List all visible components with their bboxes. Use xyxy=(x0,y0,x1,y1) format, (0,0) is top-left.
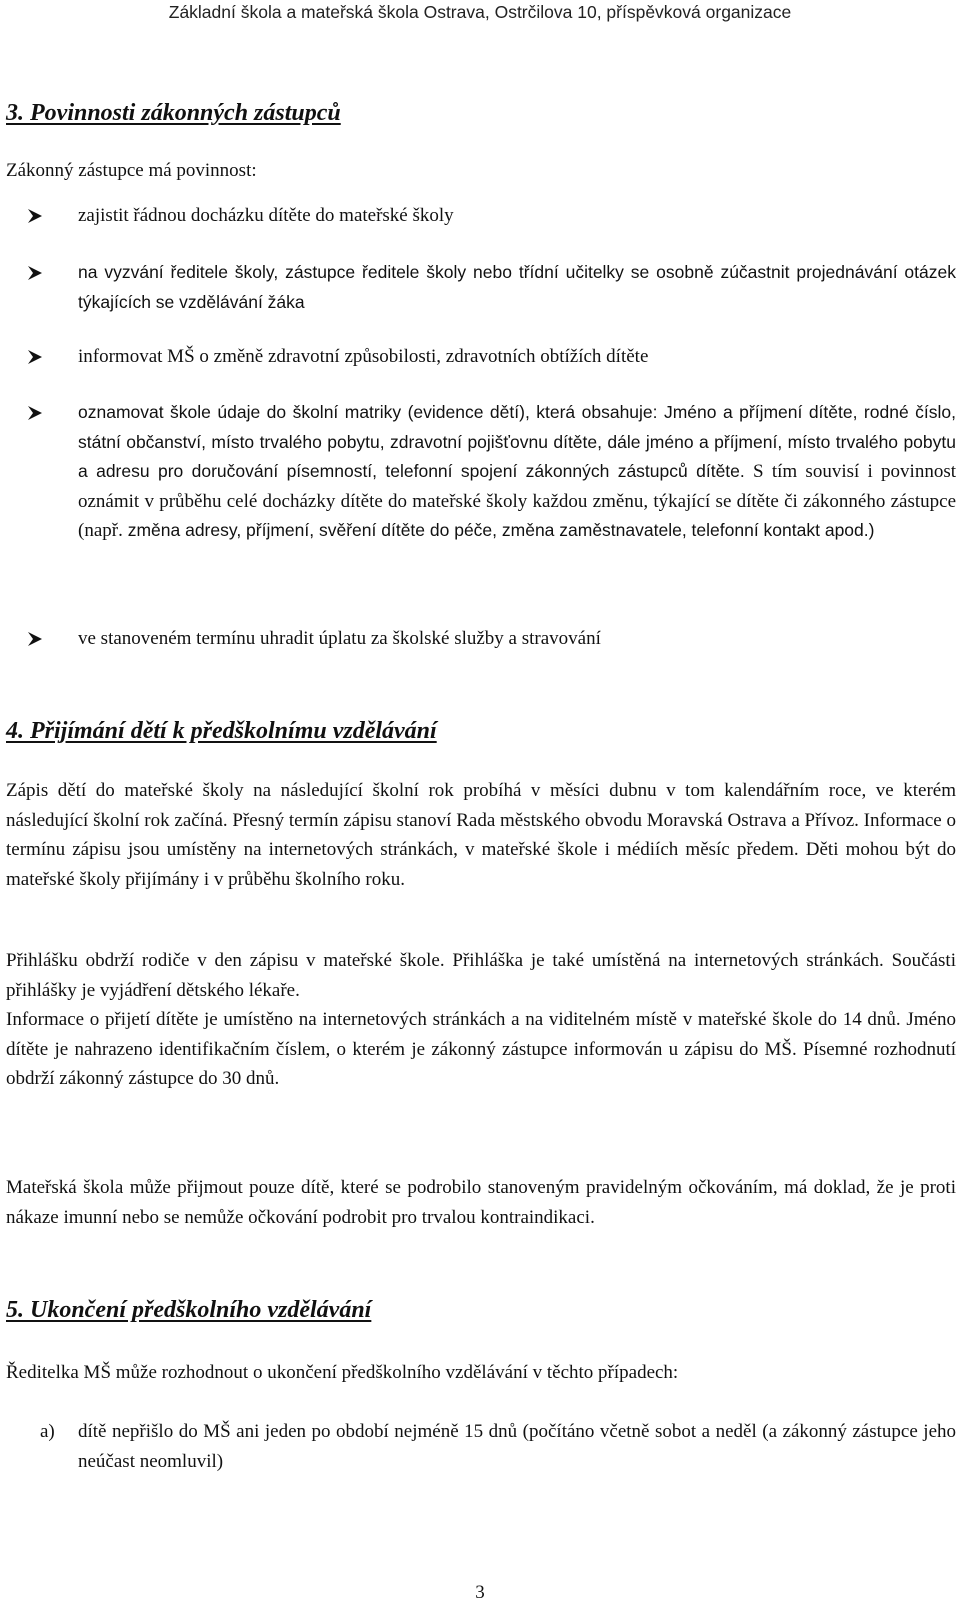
section-5-intro: Ředitelka MŠ může rozhodnout o ukončení předškolního vzdělávání v těchto případech: xyxy=(6,1362,679,1383)
bullet-text: ve stanoveném termínu uhradit úplatu za školské služby a stravování xyxy=(78,628,601,649)
page-number: 3 xyxy=(475,1582,485,1603)
page-header: Základní škola a mateřská škola Ostrava, Ostrčilova 10, příspěvková organizace xyxy=(168,2,792,22)
arrowhead-bullet-icon xyxy=(26,630,44,648)
section-3-heading: 3. Povinnosti zákonných zástupců xyxy=(6,100,341,126)
list-item-text: dítě nepřišlo do MŠ ani jeden po období nejméně 15 dnů (počítáno včetně sobot a neděl (a zákonný zástupce jeho neúčast neomluvil) xyxy=(78,1421,956,1472)
list-item xyxy=(6,342,956,372)
bullet-text: zajistit řádnou docházku dítěte do mateřské školy xyxy=(78,205,454,226)
bullet-text-part: S tím souvisí i povinnost oznámit v průběhu celé docházky dítěte do mateřské školy každou změnu, týkající se dítěte či zákonného zástupce (např. xyxy=(78,461,956,541)
arrowhead-bullet-icon xyxy=(26,207,44,225)
section-4-heading: 4. Přijímání dětí k předškolnímu vzdělávání xyxy=(6,718,437,744)
bullet-text: informovat MŠ o změně zdravotní způsobilosti, zdravotních obtížích dítěte xyxy=(78,346,649,367)
section-4-paragraph: Informace o přijetí dítěte je umístěno na internetových stránkách a na viditelném místě v mateřské škole do 14 dnů. Jméno dítěte je nahrazeno identifikačním číslem, o kterém je zákonný zástupce informován u zápisu do MŠ. Písemné rozhodnutí obdrží zákonný zástupce do 30 dnů. xyxy=(6,1009,956,1089)
list-item xyxy=(6,258,956,317)
arrowhead-bullet-icon xyxy=(26,404,44,422)
list-marker: a) xyxy=(40,1421,55,1442)
section-4-paragraph: Zápis dětí do mateřské školy na následující školní rok probíhá v měsíci dubnu v tom kalendářním roce, ve kterém následující školní rok začíná. Přesný termín zápisu stanoví Rada městského obvodu Moravská Ostrava a Přívoz. Informace o termínu zápisu jsou umístěny na internetových stránkách, v mateřské škole i médiích měsíc předem. Děti mohou být do mateřské školy přijímány i v průběhu školního roku. xyxy=(6,780,956,890)
bullet-text: na vyzvání ředitele školy, zástupce ředitele školy nebo třídní učitelky se osobně zúčastnit projednávání otázek týkajících se vzdělávání žáka xyxy=(78,262,956,312)
bullet-text-part: oznamovat škole údaje do školní matriky (evidence dětí), která obsahuje: Jméno a příjmení dítěte, rodné číslo, státní občanství, místo trvalého pobytu, zdravotní pojišťovnu dítěte, dále jméno a příjmení, místo trvalého pobytu a adresu pro doručování písemností, telefonní spojení zákonných zástupců dítěte. xyxy=(78,402,956,481)
section-3-intro: Zákonný zástupce má povinnost: xyxy=(6,160,257,181)
section-5-heading: 5. Ukončení předškolního vzdělávání xyxy=(6,1297,372,1323)
bullet-text xyxy=(78,398,956,546)
list-item xyxy=(6,201,956,231)
arrowhead-bullet-icon xyxy=(26,348,44,366)
bullet-text-part: změna adresy, příjmení, svěření dítěte do péče, změna zaměstnavatele, telefonní kontakt apod.) xyxy=(122,520,875,540)
list-item xyxy=(6,398,956,546)
section-4-paragraph: Přihlášku obdrží rodiče v den zápisu v mateřské škole. Přihláška je také umístěná na internetových stránkách. Součásti přihlášky je vyjádření dětského lékaře. xyxy=(6,950,956,1001)
section-4-paragraph: Mateřská škola může přijmout pouze dítě, které se podrobilo stanoveným pravidelným očkováním, má doklad, že je proti nákaze imunní nebo se nemůže očkování podrobit pro trvalou kontraindikaci. xyxy=(6,1177,956,1228)
arrowhead-bullet-icon xyxy=(26,264,44,282)
list-item xyxy=(6,624,956,654)
list-item xyxy=(6,1417,956,1476)
